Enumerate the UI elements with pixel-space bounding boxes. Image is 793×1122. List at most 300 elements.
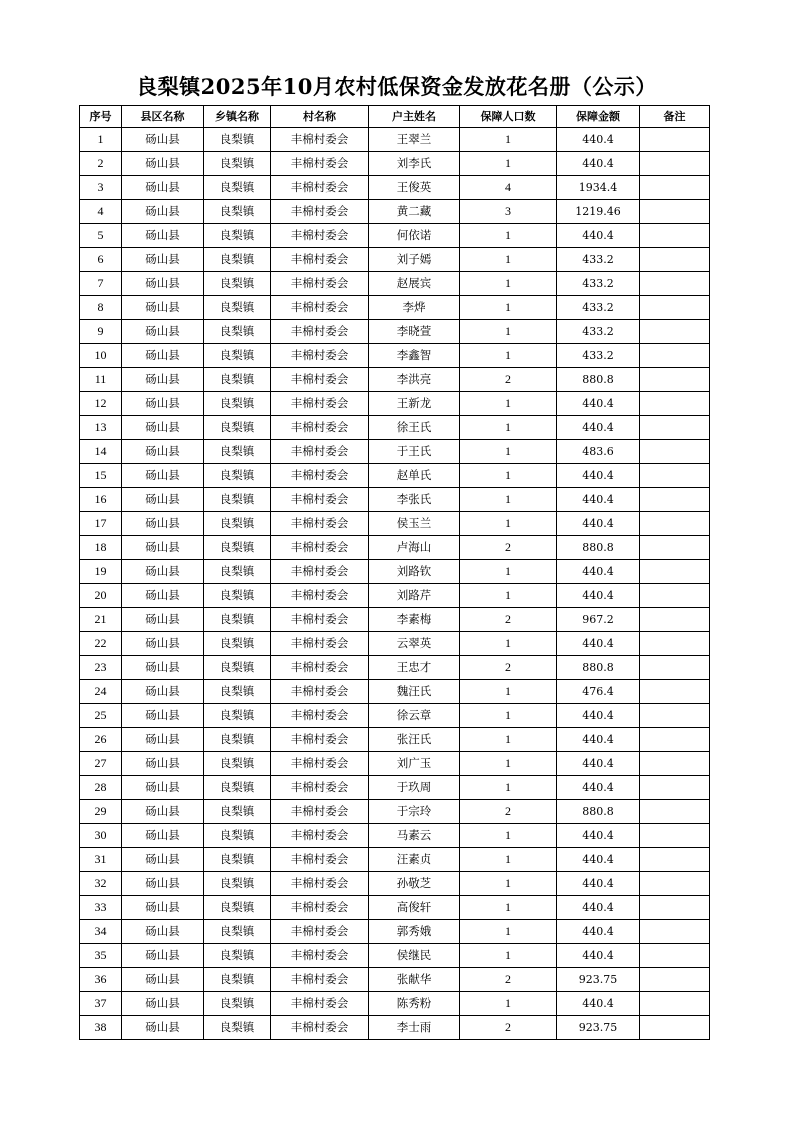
cell-town: 良梨镇	[204, 536, 271, 560]
cell-householder: 刘路芹	[369, 584, 460, 608]
cell-householder: 王俊英	[369, 176, 460, 200]
cell-village: 丰棉村委会	[271, 464, 369, 488]
cell-population: 1	[460, 728, 557, 752]
cell-amount: 433.2	[557, 344, 640, 368]
cell-remarks	[640, 896, 710, 920]
cell-county: 砀山县	[122, 848, 204, 872]
cell-householder: 马素云	[369, 824, 460, 848]
cell-county: 砀山县	[122, 560, 204, 584]
cell-remarks	[640, 224, 710, 248]
table-row	[80, 248, 710, 272]
cell-remarks	[640, 248, 710, 272]
cell-county: 砀山县	[122, 872, 204, 896]
cell-town: 良梨镇	[204, 440, 271, 464]
header-householder: 户主姓名	[369, 106, 460, 128]
cell-householder: 黄二藏	[369, 200, 460, 224]
cell-population: 1	[460, 896, 557, 920]
cell-index: 1	[80, 128, 122, 152]
cell-amount: 880.8	[557, 656, 640, 680]
cell-remarks	[640, 1016, 710, 1040]
cell-population: 1	[460, 272, 557, 296]
table-row	[80, 152, 710, 176]
cell-amount: 433.2	[557, 296, 640, 320]
cell-village: 丰棉村委会	[271, 176, 369, 200]
cell-village: 丰棉村委会	[271, 368, 369, 392]
cell-amount: 433.2	[557, 320, 640, 344]
header-town: 乡镇名称	[204, 106, 271, 128]
cell-village: 丰棉村委会	[271, 224, 369, 248]
cell-town: 良梨镇	[204, 608, 271, 632]
cell-householder: 王新龙	[369, 392, 460, 416]
cell-remarks	[640, 344, 710, 368]
cell-population: 1	[460, 776, 557, 800]
cell-county: 砀山县	[122, 920, 204, 944]
cell-amount: 440.4	[557, 512, 640, 536]
cell-town: 良梨镇	[204, 704, 271, 728]
cell-householder: 徐云章	[369, 704, 460, 728]
table-row	[80, 560, 710, 584]
table-row	[80, 272, 710, 296]
cell-amount: 483.6	[557, 440, 640, 464]
cell-index: 25	[80, 704, 122, 728]
cell-population: 2	[460, 968, 557, 992]
table-row	[80, 704, 710, 728]
table-row	[80, 800, 710, 824]
page-title: 良梨镇2025年10月农村低保资金发放花名册（公示）	[136, 74, 657, 99]
cell-town: 良梨镇	[204, 344, 271, 368]
cell-county: 砀山县	[122, 752, 204, 776]
cell-village: 丰棉村委会	[271, 824, 369, 848]
cell-population: 1	[460, 992, 557, 1016]
cell-population: 1	[460, 152, 557, 176]
cell-town: 良梨镇	[204, 296, 271, 320]
cell-village: 丰棉村委会	[271, 200, 369, 224]
cell-householder: 张汪氏	[369, 728, 460, 752]
cell-index: 19	[80, 560, 122, 584]
table-row	[80, 848, 710, 872]
cell-householder: 高俊轩	[369, 896, 460, 920]
table-row	[80, 728, 710, 752]
cell-village: 丰棉村委会	[271, 248, 369, 272]
cell-village: 丰棉村委会	[271, 920, 369, 944]
cell-population: 1	[460, 848, 557, 872]
cell-county: 砀山县	[122, 776, 204, 800]
cell-index: 16	[80, 488, 122, 512]
cell-county: 砀山县	[122, 632, 204, 656]
cell-village: 丰棉村委会	[271, 128, 369, 152]
cell-county: 砀山县	[122, 800, 204, 824]
cell-county: 砀山县	[122, 680, 204, 704]
cell-county: 砀山县	[122, 224, 204, 248]
cell-county: 砀山县	[122, 1016, 204, 1040]
cell-county: 砀山县	[122, 416, 204, 440]
cell-population: 1	[460, 920, 557, 944]
cell-population: 1	[460, 296, 557, 320]
cell-population: 1	[460, 392, 557, 416]
table-row	[80, 920, 710, 944]
cell-index: 26	[80, 728, 122, 752]
cell-town: 良梨镇	[204, 584, 271, 608]
header-amount: 保障金额	[557, 106, 640, 128]
cell-householder: 侯继民	[369, 944, 460, 968]
cell-village: 丰棉村委会	[271, 968, 369, 992]
cell-town: 良梨镇	[204, 176, 271, 200]
table-row	[80, 488, 710, 512]
cell-town: 良梨镇	[204, 1016, 271, 1040]
table-row	[80, 224, 710, 248]
cell-amount: 440.4	[557, 824, 640, 848]
cell-population: 2	[460, 1016, 557, 1040]
cell-county: 砀山县	[122, 440, 204, 464]
cell-village: 丰棉村委会	[271, 656, 369, 680]
table-row	[80, 968, 710, 992]
cell-remarks	[640, 656, 710, 680]
cell-town: 良梨镇	[204, 800, 271, 824]
cell-remarks	[640, 920, 710, 944]
table-row	[80, 944, 710, 968]
cell-amount: 476.4	[557, 680, 640, 704]
cell-county: 砀山县	[122, 368, 204, 392]
cell-remarks	[640, 488, 710, 512]
table-row	[80, 680, 710, 704]
cell-index: 4	[80, 200, 122, 224]
cell-index: 31	[80, 848, 122, 872]
cell-village: 丰棉村委会	[271, 560, 369, 584]
cell-population: 1	[460, 752, 557, 776]
cell-remarks	[640, 800, 710, 824]
cell-remarks	[640, 992, 710, 1016]
table-row	[80, 608, 710, 632]
cell-population: 1	[460, 464, 557, 488]
table-row	[80, 632, 710, 656]
cell-householder: 刘路钦	[369, 560, 460, 584]
cell-county: 砀山县	[122, 488, 204, 512]
cell-index: 5	[80, 224, 122, 248]
cell-county: 砀山县	[122, 824, 204, 848]
cell-village: 丰棉村委会	[271, 272, 369, 296]
table-row	[80, 776, 710, 800]
table-row	[80, 1016, 710, 1040]
cell-county: 砀山县	[122, 320, 204, 344]
cell-householder: 刘李氏	[369, 152, 460, 176]
cell-village: 丰棉村委会	[271, 512, 369, 536]
cell-county: 砀山县	[122, 944, 204, 968]
table-row	[80, 584, 710, 608]
cell-remarks	[640, 536, 710, 560]
cell-population: 4	[460, 176, 557, 200]
cell-householder: 郭秀娥	[369, 920, 460, 944]
cell-town: 良梨镇	[204, 320, 271, 344]
cell-index: 23	[80, 656, 122, 680]
cell-town: 良梨镇	[204, 752, 271, 776]
cell-population: 1	[460, 128, 557, 152]
cell-amount: 440.4	[557, 944, 640, 968]
cell-town: 良梨镇	[204, 872, 271, 896]
cell-remarks	[640, 776, 710, 800]
cell-index: 22	[80, 632, 122, 656]
cell-remarks	[640, 128, 710, 152]
table-row	[80, 752, 710, 776]
table-row	[80, 440, 710, 464]
cell-householder: 魏汪氏	[369, 680, 460, 704]
cell-town: 良梨镇	[204, 632, 271, 656]
cell-village: 丰棉村委会	[271, 416, 369, 440]
cell-remarks	[640, 944, 710, 968]
cell-index: 8	[80, 296, 122, 320]
cell-index: 17	[80, 512, 122, 536]
cell-village: 丰棉村委会	[271, 1016, 369, 1040]
table-row	[80, 464, 710, 488]
cell-village: 丰棉村委会	[271, 848, 369, 872]
cell-village: 丰棉村委会	[271, 800, 369, 824]
cell-amount: 440.4	[557, 584, 640, 608]
cell-householder: 陈秀粉	[369, 992, 460, 1016]
table-row	[80, 512, 710, 536]
cell-county: 砀山县	[122, 608, 204, 632]
cell-index: 36	[80, 968, 122, 992]
cell-population: 1	[460, 320, 557, 344]
cell-index: 6	[80, 248, 122, 272]
cell-index: 20	[80, 584, 122, 608]
cell-county: 砀山县	[122, 704, 204, 728]
cell-population: 1	[460, 944, 557, 968]
cell-amount: 440.4	[557, 632, 640, 656]
cell-remarks	[640, 848, 710, 872]
cell-remarks	[640, 968, 710, 992]
cell-town: 良梨镇	[204, 824, 271, 848]
cell-index: 27	[80, 752, 122, 776]
table-row	[80, 128, 710, 152]
cell-town: 良梨镇	[204, 200, 271, 224]
cell-town: 良梨镇	[204, 416, 271, 440]
cell-village: 丰棉村委会	[271, 992, 369, 1016]
cell-county: 砀山县	[122, 512, 204, 536]
cell-village: 丰棉村委会	[271, 728, 369, 752]
cell-amount: 433.2	[557, 248, 640, 272]
cell-remarks	[640, 152, 710, 176]
cell-remarks	[640, 680, 710, 704]
cell-village: 丰棉村委会	[271, 896, 369, 920]
cell-index: 7	[80, 272, 122, 296]
table-row	[80, 176, 710, 200]
cell-amount: 440.4	[557, 464, 640, 488]
cell-town: 良梨镇	[204, 728, 271, 752]
header-row	[80, 106, 710, 128]
cell-village: 丰棉村委会	[271, 392, 369, 416]
table-row	[80, 344, 710, 368]
cell-town: 良梨镇	[204, 680, 271, 704]
cell-householder: 于玖周	[369, 776, 460, 800]
cell-amount: 440.4	[557, 728, 640, 752]
cell-amount: 923.75	[557, 968, 640, 992]
cell-population: 1	[460, 680, 557, 704]
cell-village: 丰棉村委会	[271, 776, 369, 800]
cell-county: 砀山县	[122, 392, 204, 416]
cell-village: 丰棉村委会	[271, 608, 369, 632]
cell-population: 1	[460, 704, 557, 728]
cell-county: 砀山县	[122, 344, 204, 368]
cell-householder: 云翠英	[369, 632, 460, 656]
cell-town: 良梨镇	[204, 152, 271, 176]
cell-amount: 440.4	[557, 776, 640, 800]
cell-village: 丰棉村委会	[271, 344, 369, 368]
table-row	[80, 392, 710, 416]
cell-index: 10	[80, 344, 122, 368]
cell-county: 砀山县	[122, 128, 204, 152]
cell-index: 35	[80, 944, 122, 968]
cell-index: 13	[80, 416, 122, 440]
cell-village: 丰棉村委会	[271, 488, 369, 512]
cell-amount: 440.4	[557, 848, 640, 872]
table-body	[80, 128, 710, 1040]
cell-householder: 李鑫智	[369, 344, 460, 368]
cell-county: 砀山县	[122, 992, 204, 1016]
cell-town: 良梨镇	[204, 128, 271, 152]
cell-householder: 刘广玉	[369, 752, 460, 776]
cell-remarks	[640, 320, 710, 344]
cell-amount: 440.4	[557, 896, 640, 920]
cell-index: 9	[80, 320, 122, 344]
cell-village: 丰棉村委会	[271, 296, 369, 320]
cell-householder: 卢海山	[369, 536, 460, 560]
roster-table	[79, 105, 710, 1040]
cell-householder: 李素梅	[369, 608, 460, 632]
cell-amount: 1219.46	[557, 200, 640, 224]
cell-population: 2	[460, 368, 557, 392]
cell-householder: 李烨	[369, 296, 460, 320]
cell-county: 砀山县	[122, 248, 204, 272]
cell-town: 良梨镇	[204, 464, 271, 488]
cell-remarks	[640, 824, 710, 848]
table-row	[80, 872, 710, 896]
cell-town: 良梨镇	[204, 848, 271, 872]
cell-remarks	[640, 392, 710, 416]
cell-householder: 刘子嫣	[369, 248, 460, 272]
cell-county: 砀山县	[122, 896, 204, 920]
header-index: 序号	[80, 106, 122, 128]
cell-population: 1	[460, 416, 557, 440]
cell-town: 良梨镇	[204, 776, 271, 800]
cell-remarks	[640, 200, 710, 224]
cell-householder: 王翠兰	[369, 128, 460, 152]
cell-town: 良梨镇	[204, 248, 271, 272]
cell-town: 良梨镇	[204, 392, 271, 416]
cell-remarks	[640, 608, 710, 632]
cell-remarks	[640, 704, 710, 728]
cell-town: 良梨镇	[204, 512, 271, 536]
cell-village: 丰棉村委会	[271, 704, 369, 728]
cell-amount: 440.4	[557, 992, 640, 1016]
cell-population: 1	[460, 560, 557, 584]
cell-town: 良梨镇	[204, 944, 271, 968]
header-remarks: 备注	[640, 106, 710, 128]
table-row	[80, 416, 710, 440]
cell-remarks	[640, 632, 710, 656]
cell-amount: 433.2	[557, 272, 640, 296]
table-row	[80, 200, 710, 224]
cell-amount: 440.4	[557, 872, 640, 896]
cell-amount: 967.2	[557, 608, 640, 632]
cell-county: 砀山县	[122, 536, 204, 560]
cell-population: 1	[460, 248, 557, 272]
cell-remarks	[640, 272, 710, 296]
cell-county: 砀山县	[122, 272, 204, 296]
cell-county: 砀山县	[122, 968, 204, 992]
header-population: 保障人口数	[460, 106, 557, 128]
cell-village: 丰棉村委会	[271, 584, 369, 608]
cell-householder: 赵单氏	[369, 464, 460, 488]
cell-index: 11	[80, 368, 122, 392]
cell-householder: 李晓萱	[369, 320, 460, 344]
cell-index: 28	[80, 776, 122, 800]
cell-remarks	[640, 464, 710, 488]
cell-county: 砀山县	[122, 584, 204, 608]
cell-population: 1	[460, 440, 557, 464]
table-row	[80, 896, 710, 920]
cell-amount: 440.4	[557, 392, 640, 416]
cell-index: 24	[80, 680, 122, 704]
cell-amount: 440.4	[557, 704, 640, 728]
cell-index: 21	[80, 608, 122, 632]
cell-village: 丰棉村委会	[271, 320, 369, 344]
header-village: 村名称	[271, 106, 369, 128]
cell-amount: 1934.4	[557, 176, 640, 200]
cell-population: 2	[460, 656, 557, 680]
cell-village: 丰棉村委会	[271, 536, 369, 560]
cell-remarks	[640, 872, 710, 896]
cell-town: 良梨镇	[204, 920, 271, 944]
cell-town: 良梨镇	[204, 968, 271, 992]
cell-village: 丰棉村委会	[271, 752, 369, 776]
cell-amount: 440.4	[557, 224, 640, 248]
cell-amount: 440.4	[557, 416, 640, 440]
cell-population: 1	[460, 512, 557, 536]
cell-remarks	[640, 560, 710, 584]
cell-county: 砀山县	[122, 464, 204, 488]
cell-index: 14	[80, 440, 122, 464]
cell-householder: 李洪亮	[369, 368, 460, 392]
cell-population: 2	[460, 536, 557, 560]
cell-index: 34	[80, 920, 122, 944]
cell-amount: 880.8	[557, 800, 640, 824]
cell-town: 良梨镇	[204, 992, 271, 1016]
cell-householder: 于王氏	[369, 440, 460, 464]
cell-population: 1	[460, 224, 557, 248]
cell-county: 砀山县	[122, 200, 204, 224]
cell-householder: 徐王氏	[369, 416, 460, 440]
table-row	[80, 824, 710, 848]
table-header	[80, 106, 710, 128]
cell-index: 2	[80, 152, 122, 176]
cell-village: 丰棉村委会	[271, 152, 369, 176]
table-row	[80, 368, 710, 392]
cell-index: 33	[80, 896, 122, 920]
cell-county: 砀山县	[122, 152, 204, 176]
cell-town: 良梨镇	[204, 224, 271, 248]
cell-county: 砀山县	[122, 656, 204, 680]
cell-amount: 440.4	[557, 128, 640, 152]
cell-index: 15	[80, 464, 122, 488]
cell-householder: 李士雨	[369, 1016, 460, 1040]
cell-index: 32	[80, 872, 122, 896]
cell-householder: 李张氏	[369, 488, 460, 512]
cell-remarks	[640, 296, 710, 320]
cell-remarks	[640, 368, 710, 392]
cell-amount: 440.4	[557, 920, 640, 944]
cell-town: 良梨镇	[204, 368, 271, 392]
cell-remarks	[640, 584, 710, 608]
cell-amount: 440.4	[557, 560, 640, 584]
